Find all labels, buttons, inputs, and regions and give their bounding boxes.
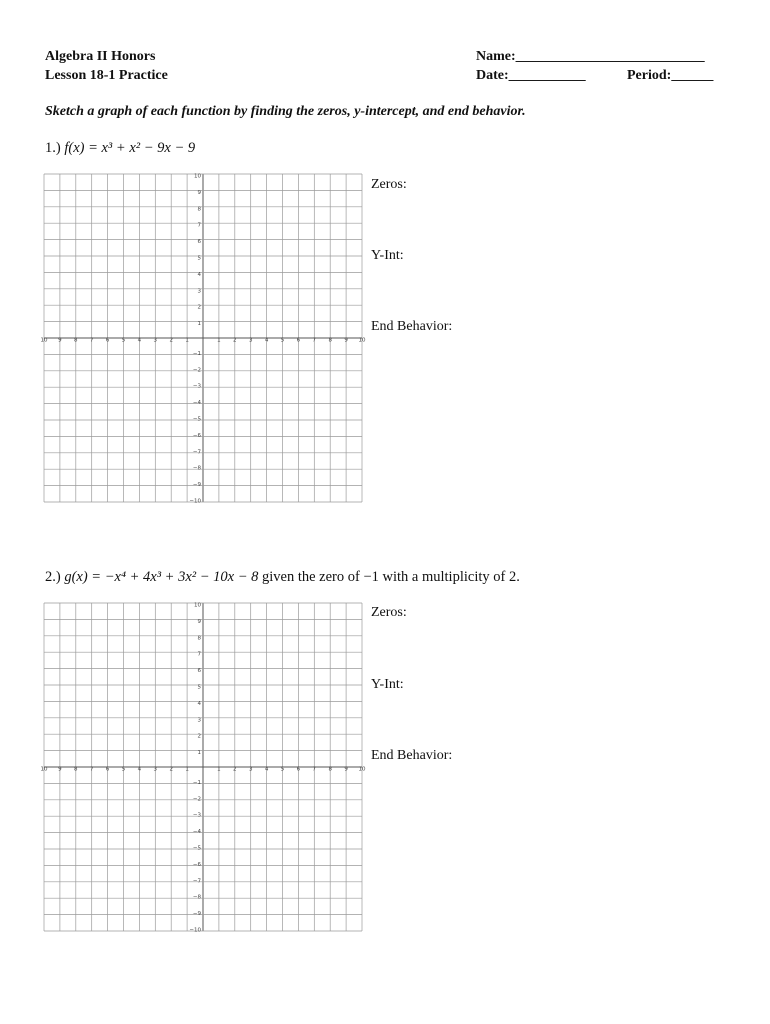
y-tick-label: 3 [197, 288, 201, 295]
y-tick-label: 2 [197, 733, 201, 740]
x-tick-label: 2 [169, 337, 173, 344]
x-tick-label: 8 [328, 337, 332, 344]
y-tick-label: −2 [192, 367, 201, 374]
problem-2-note: given the zero of −1 with a multiplicity of 2. [262, 569, 520, 585]
x-tick-label: 10 [40, 337, 48, 344]
y-tick-label: 8 [197, 206, 201, 213]
end-behavior-label-2: End Behavior: [371, 748, 453, 763]
x-tick-label: 5 [121, 766, 126, 773]
zeros-label-2: Zeros: [371, 605, 407, 620]
y-tick-label: 6 [197, 668, 201, 675]
problem-2 [45, 569, 520, 586]
y-tick-label: −7 [192, 449, 201, 456]
y-tick-label: 1 [197, 321, 201, 328]
y-tick-label: −5 [192, 845, 201, 852]
x-tick-label: 9 [344, 337, 348, 344]
problem-2-number: 2.) [45, 569, 61, 585]
y-tick-label: −6 [192, 432, 201, 439]
y-tick-label: 4 [197, 700, 201, 707]
x-tick-label: 7 [89, 766, 94, 773]
problem-2-equation: g(x) = −x⁴ + 4x³ + 3x² − 10x − 8 [64, 569, 259, 585]
yint-label-1: Y-Int: [371, 248, 404, 263]
y-tick-label: 7 [197, 651, 201, 658]
x-tick-label: 1 [217, 766, 221, 773]
x-tick-label: 9 [58, 337, 62, 344]
y-tick-label: 4 [197, 271, 201, 278]
y-tick-label: 7 [197, 222, 201, 229]
x-tick-label: 1 [185, 766, 189, 773]
x-tick-label: 9 [344, 766, 348, 773]
x-tick-label: 4 [264, 337, 269, 344]
x-tick-label: 3 [248, 766, 253, 773]
yint-label-2: Y-Int: [371, 677, 404, 692]
x-tick-label: 4 [264, 766, 269, 773]
x-tick-label: 7 [312, 766, 317, 773]
period-field: Period:______ [627, 68, 714, 83]
x-tick-label: 6 [296, 766, 301, 773]
x-tick-label: 10 [40, 766, 48, 773]
x-tick-label: 5 [121, 337, 126, 344]
y-tick-label: 10 [194, 602, 201, 609]
lesson-title: Lesson 18-1 Practice [45, 68, 168, 83]
grid-1 [40, 173, 366, 505]
x-tick-label: 1 [185, 337, 189, 344]
y-tick-label: −4 [192, 829, 201, 836]
problem-1-number: 1.) [45, 140, 61, 156]
instructions: Sketch a graph of each function by finding the zeros, y-intercept, and end behavior. [45, 104, 526, 119]
name-field: Name:___________________________ [476, 49, 705, 64]
y-tick-label: −4 [192, 400, 201, 407]
end-behavior-label-1: End Behavior: [371, 319, 453, 334]
problem-1-equation: f(x) = x³ + x² − 9x − 9 [64, 140, 196, 156]
problem-1 [45, 140, 195, 157]
y-tick-label: −3 [192, 812, 201, 819]
x-tick-label: 10 [358, 337, 366, 344]
grid-2 [40, 602, 366, 934]
y-tick-label: 10 [194, 173, 201, 180]
x-tick-label: 8 [328, 766, 332, 773]
x-tick-label: 3 [153, 766, 158, 773]
y-tick-label: −2 [192, 796, 201, 803]
x-tick-label: 6 [105, 337, 110, 344]
y-tick-label: 9 [197, 189, 201, 196]
y-tick-label: 2 [197, 304, 201, 311]
x-tick-label: 10 [358, 766, 366, 773]
y-tick-label: 1 [197, 750, 201, 757]
y-tick-label: 6 [197, 239, 201, 246]
x-tick-label: 8 [74, 766, 78, 773]
y-tick-label: 8 [197, 635, 201, 642]
course-title: Algebra II Honors [45, 49, 156, 64]
zeros-label-1: Zeros: [371, 177, 407, 192]
y-tick-label: −7 [192, 878, 201, 885]
x-tick-label: 7 [89, 337, 94, 344]
x-tick-label: 3 [153, 337, 158, 344]
y-tick-label: −1 [192, 779, 201, 786]
y-tick-label: −6 [192, 861, 201, 868]
y-tick-label: 3 [197, 717, 201, 724]
x-tick-label: 6 [105, 766, 110, 773]
y-tick-label: −8 [192, 465, 201, 472]
x-tick-label: 7 [312, 337, 317, 344]
y-tick-label: −5 [192, 416, 201, 423]
x-tick-label: 8 [74, 337, 78, 344]
y-tick-label: −9 [192, 482, 201, 489]
x-tick-label: 4 [137, 337, 142, 344]
y-tick-label: −8 [192, 894, 201, 901]
x-tick-label: 2 [233, 337, 237, 344]
y-tick-label: −10 [189, 498, 201, 505]
y-tick-label: −1 [192, 350, 201, 357]
coordinate-grid-2 [40, 602, 366, 934]
x-tick-label: 5 [280, 766, 285, 773]
y-tick-label: 5 [197, 684, 201, 691]
y-tick-label: 5 [197, 255, 201, 262]
x-tick-label: 4 [137, 766, 142, 773]
y-tick-label: 9 [197, 618, 201, 625]
y-tick-label: −3 [192, 383, 201, 390]
x-tick-label: 2 [169, 766, 173, 773]
y-tick-label: −9 [192, 911, 201, 918]
x-tick-label: 3 [248, 337, 253, 344]
coordinate-grid-1 [40, 173, 366, 505]
x-tick-label: 1 [217, 337, 221, 344]
x-tick-label: 2 [233, 766, 237, 773]
x-tick-label: 5 [280, 337, 285, 344]
y-tick-label: −10 [189, 927, 201, 934]
x-tick-label: 6 [296, 337, 301, 344]
x-tick-label: 9 [58, 766, 62, 773]
date-field: Date:___________ [476, 68, 586, 83]
